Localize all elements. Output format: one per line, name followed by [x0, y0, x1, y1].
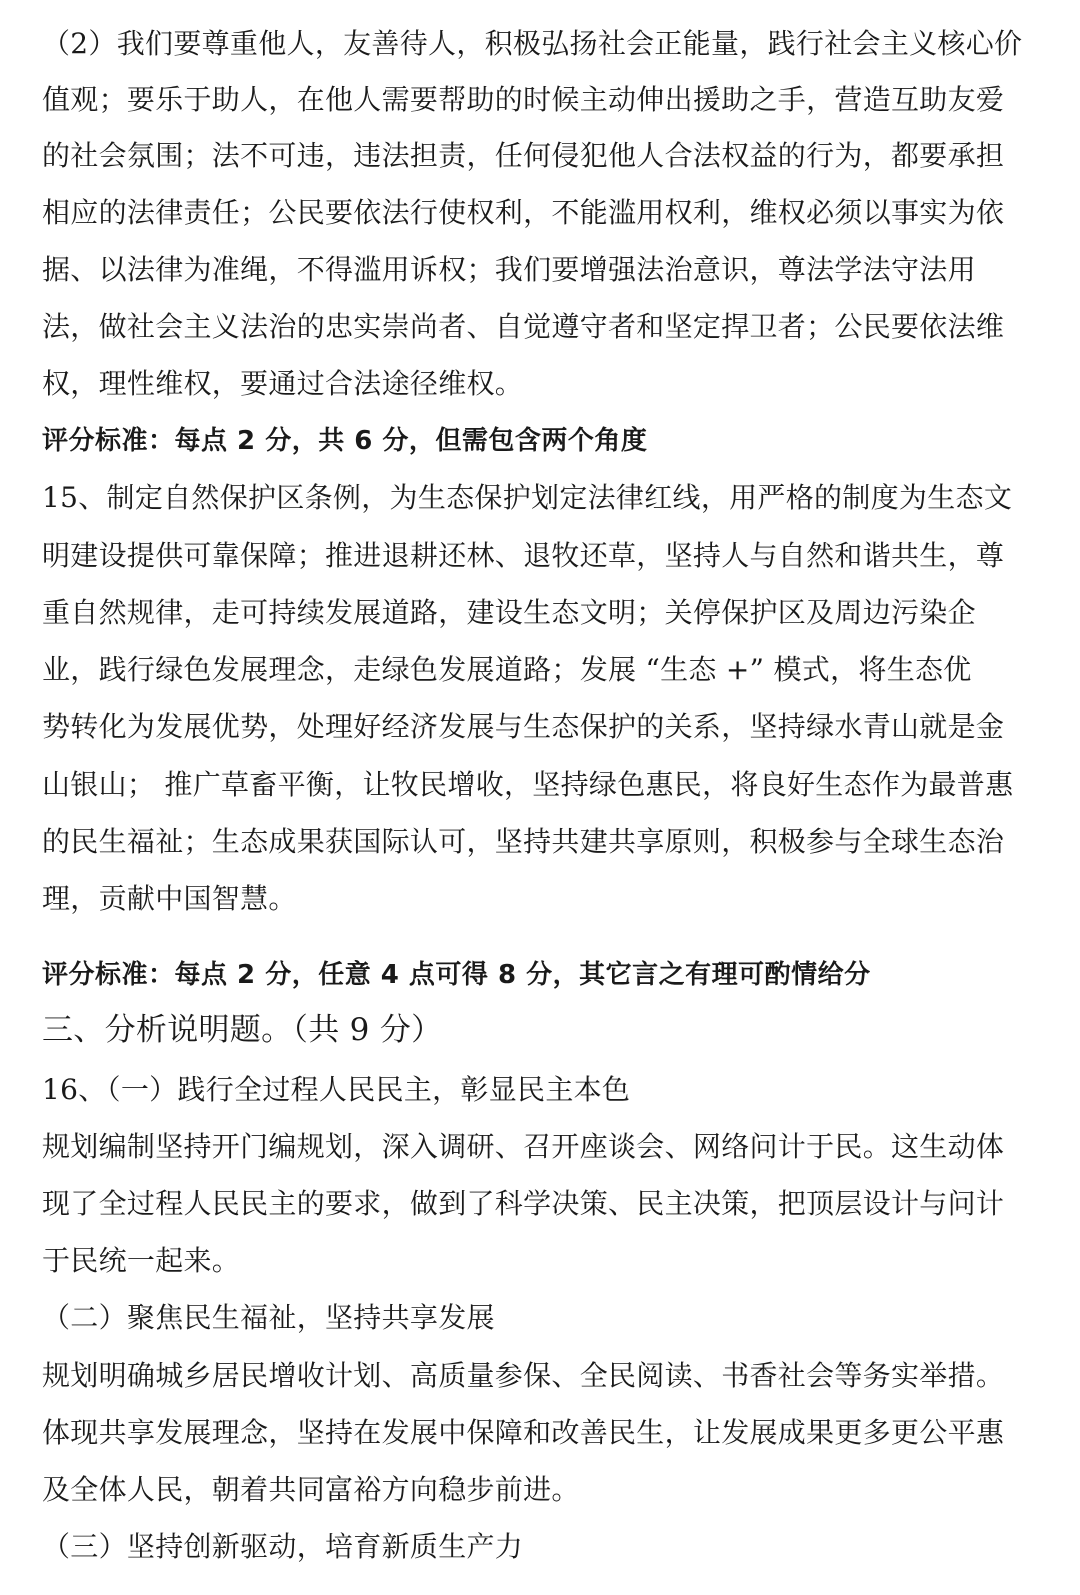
paragraph-line: 规划明确城乡居民增收计划、高质量参保、全民阅读、书香社会等务实举措。: [42, 1359, 1005, 1392]
paragraph-line: 法，做社会主义法治的忠实崇尚者、自觉遵守者和坚定捍卫者；公民要依法维: [42, 310, 1005, 343]
scoring-criteria-2: 评分标准：每点 2 分，任意 4 点可得 8 分，其它言之有理可酌情给分: [42, 960, 871, 990]
paragraph-line: 相应的法律责任；公民要依法行使权利，不能滥用权利，维权必须以事实为依: [42, 196, 1005, 229]
paragraph-line: （2）我们要尊重他人，友善待人，积极弘扬社会正能量，践行社会主义核心价: [42, 27, 1023, 60]
paragraph-line: 规划编制坚持开门编规划，深入调研、召开座谈会、网络问计于民。这生动体: [42, 1130, 1005, 1163]
paragraph-line: 重自然规律，走可持续发展道路，建设生态文明；关停保护区及周边污染企: [42, 596, 976, 629]
paragraph-line: 值观；要乐于助人，在他人需要帮助的时候主动伸出援助之手，营造互助友爱: [42, 83, 1005, 116]
paragraph-line: 15、制定自然保护区条例，为生态保护划定法律红线，用严格的制度为生态文: [42, 481, 1013, 514]
paragraph-line: 体现共享发展理念，坚持在发展中保障和改善民生，让发展成果更多更公平惠: [42, 1416, 1005, 1449]
subsection-title: （三）坚持创新驱动，培育新质生产力: [42, 1530, 524, 1563]
section-heading: 三、分析说明题。（共 9 分）: [42, 1012, 443, 1048]
paragraph-line: 权，理性维权，要通过合法途径维权。: [42, 367, 524, 400]
paragraph-line: 业，践行绿色发展理念，走绿色发展道路；发展 “生态 +” 模式，将生态优: [42, 653, 972, 686]
paragraph-line: 的社会氛围；法不可违，违法担责，任何侵犯他人合法权益的行为，都要承担: [42, 139, 1005, 172]
subsection-title: （二）聚焦民生福祉，坚持共享发展: [42, 1301, 495, 1334]
scoring-criteria-1: 评分标准：每点 2 分，共 6 分，但需包含两个角度: [42, 426, 648, 456]
paragraph-line: 于民统一起来。: [42, 1244, 241, 1277]
paragraph-line: 及全体人民，朝着共同富裕方向稳步前进。: [42, 1473, 580, 1506]
paragraph-line: 山银山； 推广草畜平衡，让牧民增收，坚持绿色惠民，将良好生态作为最普惠: [42, 768, 1014, 801]
paragraph-line: 据、以法律为准绳，不得滥用诉权；我们要增强法治意识，尊法学法守法用: [42, 253, 976, 286]
paragraph-line: 现了全过程人民民主的要求，做到了科学决策、民主决策，把顶层设计与问计: [42, 1187, 1005, 1220]
subsection-title: 16、（一）践行全过程人民民主，彰显民主本色: [42, 1073, 631, 1106]
paragraph-line: 势转化为发展优势，处理好经济发展与生态保护的关系，坚持绿水青山就是金: [42, 710, 1005, 743]
paragraph-line: 的民生福祉；生态成果获国际认可，坚持共建共享原则，积极参与全球生态治: [42, 825, 1005, 858]
paragraph-line: 明建设提供可靠保障；推进退耕还林、退牧还草，坚持人与自然和谐共生，尊: [42, 539, 1005, 572]
paragraph-line: 理，贡献中国智慧。: [42, 882, 297, 915]
